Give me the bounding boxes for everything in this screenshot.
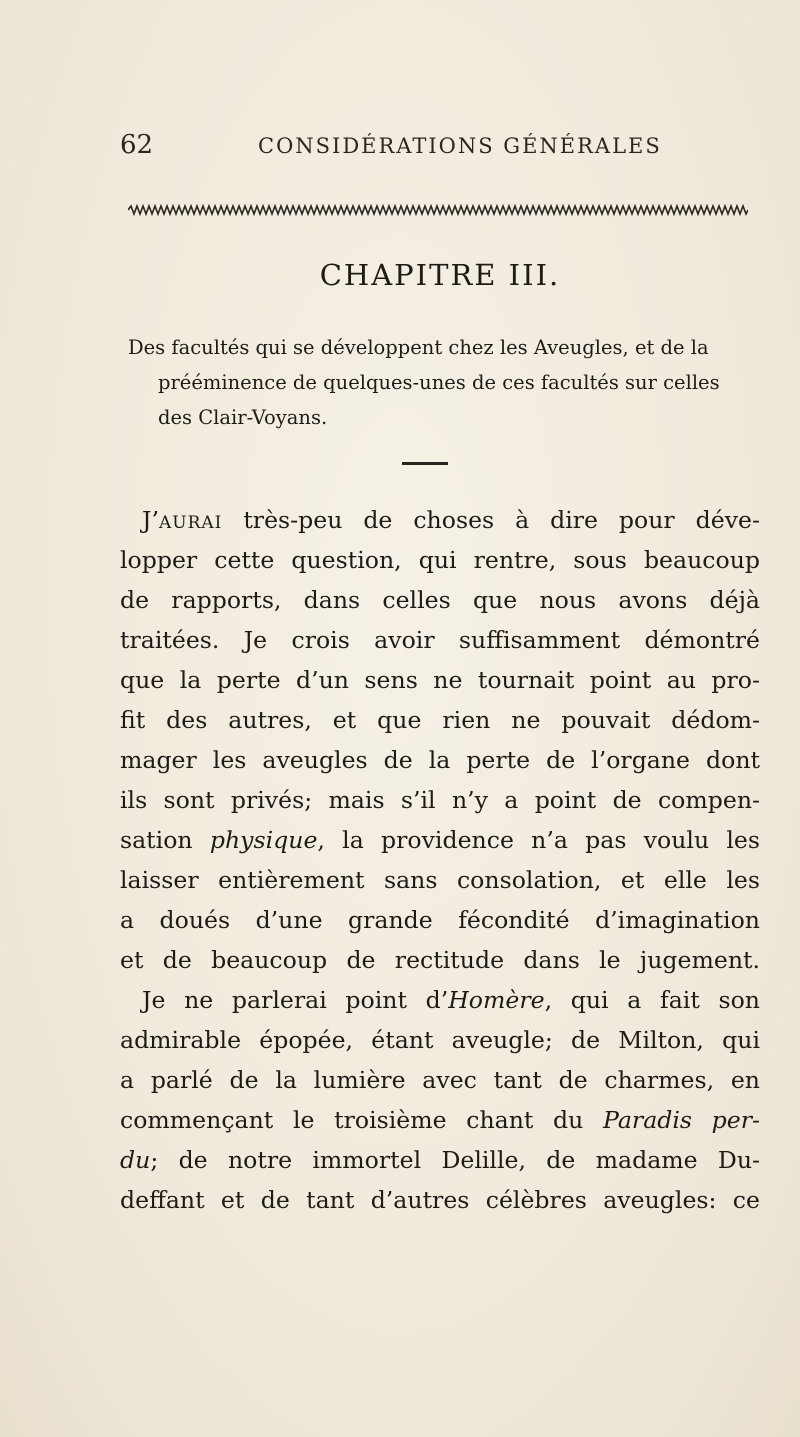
text-line: a doués d’une grande fécondité d’imagination xyxy=(120,906,760,934)
text-line: a parlé de la lumière avec tant de charmes, en xyxy=(120,1066,760,1094)
text-run: , la providence n’a pas voulu les xyxy=(317,826,761,854)
text-line xyxy=(120,1100,760,1140)
text-line: laisser entièrement sans consolation, et elle les xyxy=(120,866,760,894)
text-run: Je ne parlerai point d’ xyxy=(142,986,449,1014)
text-line xyxy=(120,980,760,1020)
text-run: sation xyxy=(120,826,210,854)
body-paragraph xyxy=(120,500,760,1220)
text-line: fit des autres, et que rien ne pouvait dédom- xyxy=(120,706,760,734)
smallcaps-word: aurai xyxy=(158,506,223,534)
text-run: , qui a fait son xyxy=(544,986,761,1014)
text-line: admirable épopée, étant aveugle; de Milton, qui xyxy=(120,1026,760,1054)
italic-word: Paradis per- xyxy=(603,1106,760,1134)
ornamental-rule xyxy=(128,204,748,216)
text-line: traitées. Je crois avoir suffisamment démontré xyxy=(120,626,760,654)
text-line: mager les aveugles de la perte de l’organe dont xyxy=(120,746,760,774)
text-line xyxy=(120,1140,760,1180)
page-number: 62 xyxy=(120,130,154,160)
chapter-summary xyxy=(128,330,750,435)
text-run: commençant le troisième chant du xyxy=(120,1106,604,1134)
text-line: ils sont privés; mais s’il n’y a point de compen- xyxy=(120,786,760,814)
text-line: de rapports, dans celles que nous avons déjà xyxy=(120,586,760,614)
summary-line: Des facultés qui se développent chez les Aveugles, et de la xyxy=(128,336,709,359)
summary-line: prééminence de quelques-unes de ces facultés sur celles xyxy=(158,371,720,394)
italic-word: du xyxy=(120,1146,151,1174)
running-title: CONSIDÉRATIONS GÉNÉRALES xyxy=(258,134,662,158)
ornament-wave xyxy=(128,206,748,214)
text-line: deffant et de tant d’autres célèbres aveugles: ce xyxy=(120,1186,760,1214)
italic-word: Homère xyxy=(448,986,545,1014)
text-line: et de beaucoup de rectitude dans le jugement. xyxy=(120,946,760,974)
section-divider xyxy=(402,462,448,465)
text-line: lopper cette question, qui rentre, sous beaucoup xyxy=(120,546,760,574)
text-run: très-peu de choses à dire pour déve- xyxy=(222,506,760,534)
summary-line: des Clair-Voyans. xyxy=(158,406,328,429)
text-run: J’ xyxy=(142,506,159,534)
chapter-title: CHAPITRE III. xyxy=(319,258,561,292)
text-line xyxy=(120,820,760,860)
text-line xyxy=(120,500,760,540)
text-line: que la perte d’un sens ne tournait point au pro- xyxy=(120,666,760,694)
text-run: ; de notre immortel Delille, de madame Du- xyxy=(150,1146,760,1174)
italic-word: physique xyxy=(209,826,318,854)
